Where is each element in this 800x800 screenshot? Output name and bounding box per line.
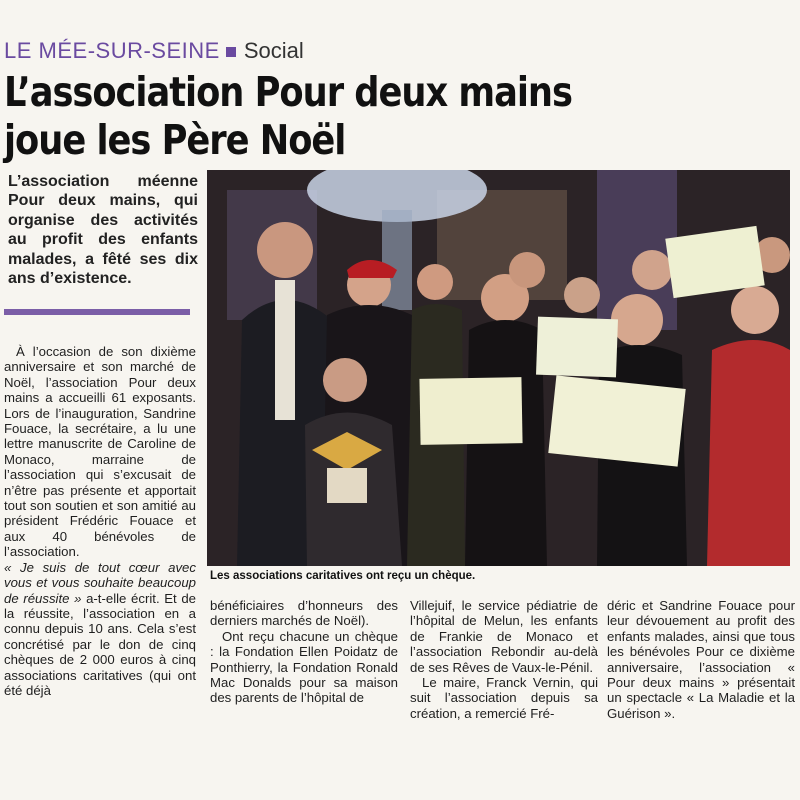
kicker-town: LE MÉE-SUR-SEINE — [4, 38, 220, 63]
body-paragraph: Le maire, Franck Vernin, qui suit l’association depuis sa création, a remercié Fré- — [410, 675, 598, 721]
body-paragraph: À l’occasion de son dixième anniversaire et son marché de Noël, l’association Pour deux mains a accueilli 61 exposants. Lors de l’inauguration, Sandrine Fouace, la secrétaire, a lu une lettre manuscrite de Caroline de Monaco, marraine de l’association qui s’excusait de n’être pas présente et apportait tout son soutien et son amitié au président Frédéric Fouace et aux 40 bénévoles de l’association. — [4, 344, 196, 560]
body-paragraph: bénéficiaires d’honneurs des derniers marchés de Noël). — [210, 598, 398, 629]
kicker-rubric: Social — [243, 38, 304, 63]
kicker-square-bullet — [226, 47, 236, 57]
body-paragraph — [4, 560, 196, 699]
body-text: a-t-elle écrit. Et de la réussite, l’association en a connu depuis 10 ans. Cela s’est concrétisé par le don de cinq chèques de 2 000 euros à cinq associations caritatives (qui ont été déjà — [4, 590, 196, 698]
body-column-2 — [210, 598, 398, 706]
body-column-1 — [4, 344, 196, 698]
lead-divider-rule — [4, 309, 190, 315]
section-kicker — [4, 38, 304, 66]
body-column-4 — [607, 598, 795, 721]
article-headline: L’association Pour deux mains joue les Père Noël — [4, 68, 572, 164]
photo-illustration — [207, 170, 790, 566]
body-quote: « Je suis de tout cœur avec vous et vous souhaite beaucoup de réussite » — [4, 559, 196, 606]
body-paragraph: Ont reçu chacune un chèque : la Fondation Ellen Poidatz de Ponthierry, la Fondation Ronald Mac Donalds pour sa maison des parents de l’hôpital de — [210, 628, 398, 706]
article-photo — [207, 170, 790, 566]
photo-caption: Les associations caritatives ont reçu un chèque. — [210, 570, 476, 582]
body-paragraph: Villejuif, le service pédiatrie de l’hôpital de Melun, les enfants de Frankie de Monaco et l’association Rebondir au-delà de ses Rêves de Vaux-le-Pénil. — [410, 598, 598, 675]
article-lead: L’association méenne Pour deux mains, qui organise des activités au profit des enfants malades, a fêté ses dix ans d’existence. — [8, 173, 198, 288]
body-column-3 — [410, 598, 598, 721]
body-paragraph: déric et Sandrine Fouace pour leur dévouement au profit des enfants malades, ainsi que tous les bénévoles Pour ce dixième anniversaire, l’association « Pour deux mains » présentait un spectacle « La Maladie et la Guérison ». — [607, 598, 795, 721]
